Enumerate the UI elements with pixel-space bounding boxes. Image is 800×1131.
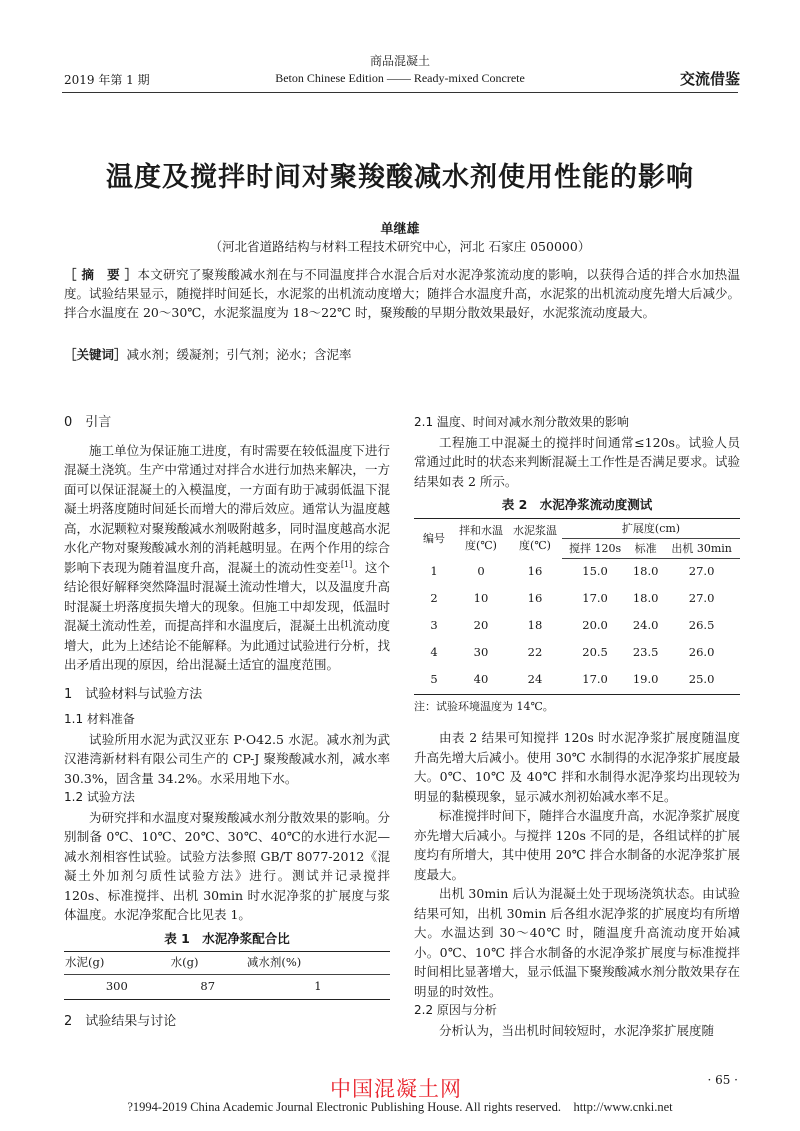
table2-cell: 20.0 — [582, 618, 608, 633]
table1-cell: 1 — [314, 979, 322, 994]
table2-cell: 19.0 — [632, 672, 659, 687]
journal-name: 商品混凝土 — [369, 54, 430, 68]
table-row — [414, 640, 740, 667]
table2-cell: 17.0 — [582, 672, 608, 687]
table1-header: 水(g) — [170, 952, 246, 975]
abstract-text: 本文研究了聚羧酸减水剂在与不同温度拌合水混合后对水泥净浆流动度的影响，以获得合适的拌合水加热温度。试验结果显示，随搅拌时间延长，水泥浆的出机流动度增大；随拌合水温度升高，水泥浆的出机流动度先增大后减少。拌合水温度在 20～30℃，水泥浆温度为 18～22℃ 时，聚羧酸的早期分散效果最好，水泥浆流动度最大。 — [64, 267, 740, 320]
table2-cell: 16 — [527, 591, 543, 606]
table2-cell: 24 — [527, 672, 543, 687]
keywords-label: ［关键词］ — [64, 347, 127, 362]
table-row — [414, 667, 740, 695]
section-label: 交流借鉴 — [679, 70, 740, 88]
table1-header: 减水剂(%) — [246, 952, 390, 975]
table2-cell: 20.5 — [582, 645, 608, 660]
table2-cell: 20 — [473, 618, 489, 633]
left-column — [64, 413, 390, 1032]
section-2-heading: 2 试验结果与讨论 — [64, 1014, 177, 1029]
table1 — [64, 951, 390, 1000]
section-2-2-heading: 2.2 原因与分析 — [414, 1003, 497, 1017]
citation-1: [1] — [340, 559, 353, 569]
table1-cell: 87 — [200, 979, 216, 994]
table2-header-no: 编号 — [423, 531, 445, 545]
table2-cell: 5 — [430, 672, 438, 687]
table2-subheader: 出机 30min — [663, 538, 740, 558]
table2-cell: 24.0 — [632, 618, 659, 633]
abstract-label: ［ 摘 要 ］ — [64, 267, 138, 282]
table2-subheader: 标准 — [628, 538, 663, 558]
table2-cell: 2 — [430, 591, 438, 606]
article-author: 单继雄 — [380, 222, 420, 237]
table2-header-spread: 扩展度(cm) — [562, 518, 740, 538]
table1-cell: 300 — [105, 979, 128, 994]
table2-cell: 23.5 — [632, 645, 659, 660]
keywords-text: 减水剂；缓凝剂；引气剂；泌水；含泥率 — [126, 347, 352, 362]
table2 — [414, 518, 740, 695]
table2-cell: 40 — [473, 672, 489, 687]
header-rule — [62, 92, 738, 93]
article-title: 温度及搅拌时间对聚羧酸减水剂使用性能的影响 — [106, 162, 694, 193]
table2-cell: 26.0 — [688, 645, 715, 660]
table2-caption: 表 2 水泥净浆流动度测试 — [501, 497, 653, 512]
table2-cell: 0 — [477, 564, 485, 578]
table2-cell: 25.0 — [688, 672, 715, 687]
intro-paragraph — [64, 441, 390, 675]
table-row — [414, 613, 740, 640]
table2-cell: 27.0 — [688, 591, 715, 606]
table2-cell: 30 — [473, 645, 489, 660]
table2-cell: 26.5 — [688, 618, 715, 633]
right-column — [414, 413, 740, 1040]
table2-cell: 18.0 — [632, 564, 659, 579]
table2-cell: 15.0 — [582, 564, 608, 579]
materials-paragraph: 试验所用水泥为武汉亚东 P·O42.5 水泥。减水剂为武汉港湾新材料有限公司生产的 CP-J 聚羧酸减水剂，减水率 30.3%，固含量 34.2%。水采用地下水。 — [64, 731, 390, 786]
table1-header: 水泥(g) — [64, 952, 170, 975]
table2-cell: 22 — [527, 645, 543, 660]
page-number: · 65 · — [707, 1073, 738, 1087]
table2-cell: 16 — [527, 564, 543, 578]
section-2-1-paragraph: 工程施工中混凝土的搅拌时间通常≤120s。试验人员常通过此时的状态来判断混凝土工作性是否满足要求。试验结果如表 2 所示。 — [414, 434, 740, 489]
table2-cell: 10 — [473, 591, 489, 606]
analysis-paragraph: 分析认为，当出机时间较短时，水泥净浆扩展度随 — [439, 1022, 715, 1038]
section-1-1-heading: 1.1 材料准备 — [64, 712, 135, 726]
table-row — [64, 975, 390, 1000]
section-0-heading: 0 引言 — [64, 415, 112, 430]
results-paragraph-3: 出机 30min 后认为混凝土处于现场浇筑状态。由试验结果可知，出机 30min 后各组水泥净浆的扩展度均有所增大。水温达到 30～40℃ 时，随温度升高流动度开始减小。0℃、10℃ 拌合水制备的水泥净浆扩展度与标准搅拌时间相比显著增大，显示低温下聚羧酸减水剂分散效果存在明显的时效性。 — [414, 886, 740, 999]
table2-header-mix-temp: 拌和水温度(℃) — [459, 524, 503, 553]
keywords — [64, 345, 740, 364]
table2-cell: 1 — [430, 564, 438, 578]
section-2-1-heading: 2.1 温度、时间对减水剂分散效果的影响 — [414, 415, 629, 429]
table2-note: 注：试验环境温度为 14℃。 — [414, 699, 554, 713]
table2-cell: 4 — [430, 645, 438, 660]
section-1-heading: 1 试验材料与试验方法 — [64, 686, 203, 702]
intro-text-b: 。这个结论很好解释突然降温时混凝土流动性增大，以及温度升高时混凝土坍落度损失增大的现象。但施工中却发现，低温时混凝土流动性差，而提高拌和水温度后，混凝土出机流动度增大，此为上述结论不能解释。为此通过试验进行分析，找出矛盾出现的原因，给出混凝土适宜的温度范围。 — [64, 559, 390, 672]
section-1-2-heading: 1.2 试验方法 — [64, 790, 135, 804]
table1-caption: 表 1 水泥净浆配合比 — [164, 930, 290, 946]
table2-cell: 17.0 — [582, 591, 608, 606]
copyright-footer: ?1994-2019 China Academic Journal Electronic Publishing House. All rights reserved. http://www.cnki.net — [127, 1100, 673, 1114]
issue-label: 2019 年第 1 期 — [64, 73, 150, 87]
results-paragraph-1: 由表 2 结果可知搅拌 120s 时水泥净浆扩展度随温度升高先增大后减小。使用 30℃ 水制得的水泥净浆扩展度最大。0℃、10℃ 及 40℃ 拌和水制得水泥净浆均出现较为明显的黏模现象，显示减水剂初始减水率不足。 — [414, 730, 740, 804]
watermark-text: 中国混凝土网 — [330, 1077, 462, 1101]
intro-text-a: 施工单位为保证施工进度，有时需要在较低温度下进行混凝土浇筑。生产中常通过对拌合水进行加热来解决，一方面可以保证混凝土的入模温度，一方面有助于减弱低温下混凝土坍落度随时间延长而增大的滞后效应。通常认为温度越高，水泥颗粒对聚羧酸减水剂吸附越多，同时温度越高水泥水化产物对聚羧酸减水剂的消耗越明显。在两个作用的综合影响下表现为随着温度升高，混凝土的流动性变差 — [64, 442, 390, 575]
methods-paragraph: 为研究拌和水温度对聚羧酸减水剂分散效果的影响。分别制备 0℃、10℃、20℃、30℃、40℃的水进行水泥—减水剂相容性试验。试验方法参照 GB/T 8077-2012《混凝土外加剂匀质性试验方法》进行。测试并记录搅拌 120s、标准搅拌、出机 30min 时水泥净浆的扩展度与浆体温度。水泥净浆配合比见表 1。 — [64, 809, 390, 922]
table2-cell: 18.0 — [632, 591, 659, 606]
table2-cell: 18 — [527, 618, 543, 633]
article-affiliation: （河北省道路结构与材料工程技术研究中心，河北 石家庄 050000） — [209, 239, 591, 254]
table-row — [414, 558, 740, 586]
table2-cell: 3 — [430, 618, 438, 633]
table2-cell: 27.0 — [688, 564, 715, 579]
table-row — [414, 586, 740, 613]
table2-subheader: 搅拌 120s — [562, 538, 628, 558]
edition-label: Beton Chinese Edition —— Ready-mixed Concrete — [275, 71, 525, 85]
abstract — [64, 265, 740, 322]
table2-header-paste-temp: 水泥浆温度(℃) — [513, 524, 557, 553]
results-paragraph-2: 标准搅拌时间下，随拌合水温度升高，水泥净浆扩展度亦先增大后减小。与搅拌 120s 不同的是，各组试样的扩展度均有所增大，其中使用 20℃ 拌合水制备的水泥净浆扩展度最大。 — [414, 808, 740, 882]
